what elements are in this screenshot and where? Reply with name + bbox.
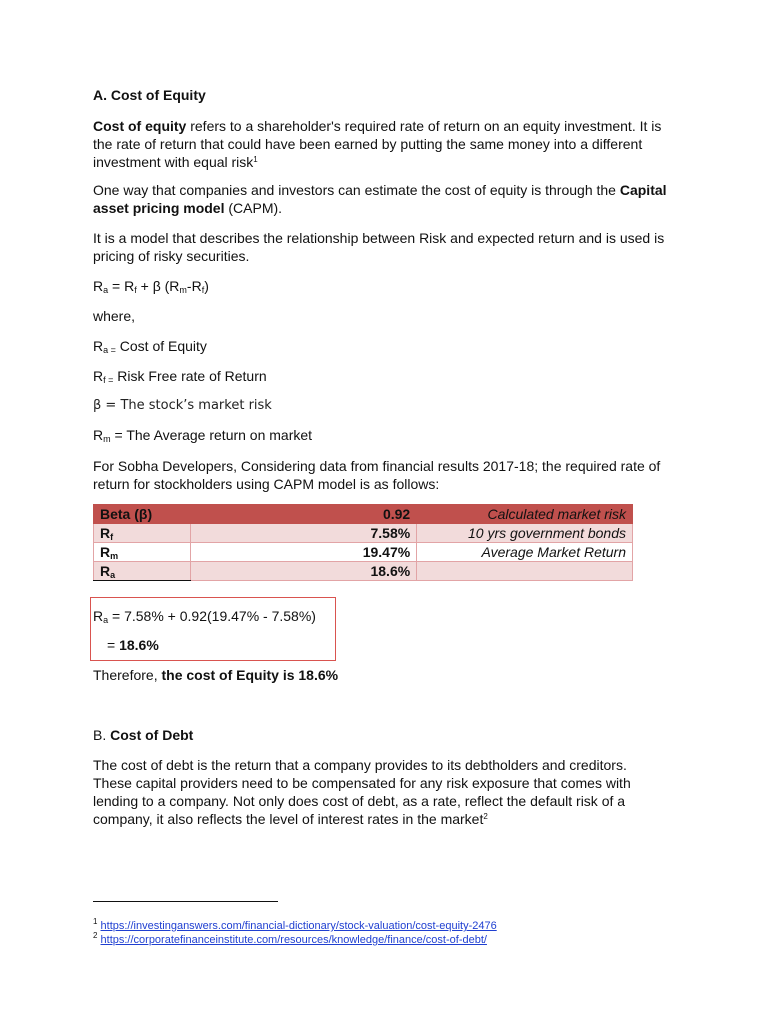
table-cell-note	[417, 562, 633, 581]
table-row	[94, 562, 633, 581]
footnote-2: $^2$ https://corporatefinanceinstitute.com/resources/knowledge/finance/cost-of-debt/	[93, 931, 487, 946]
footnote-ref-1: 1	[253, 155, 258, 164]
table-cell-label: $R_f$	[94, 524, 191, 543]
footnote-link-2[interactable]: https://corporatefinanceinstitute.com/resources/knowledge/finance/cost-of-debt/	[100, 934, 487, 946]
footnote-link-1[interactable]: https://investinganswers.com/financial-dictionary/stock-valuation/cost-equity-2476	[100, 920, 497, 932]
table-cell-value: 0.92	[191, 505, 417, 524]
cost-of-equity-conclusion: Therefore, the cost of Equity is 18.6%	[93, 667, 339, 683]
table-cell-note: 10 yrs government bonds	[417, 524, 633, 543]
table-cell-note: Average Market Return	[417, 543, 633, 562]
table-row	[94, 543, 633, 562]
where-label: where,	[93, 308, 136, 324]
definition-rf: $R_{f =}$ Risk Free rate of Return	[93, 368, 267, 385]
table-row	[94, 524, 633, 543]
table-cell-note: Calculated market risk	[417, 505, 633, 524]
capm-description-paragraph: It is a model that describes the relationship between Risk and expected return and is used is pricing of risky securities.	[93, 230, 665, 264]
table-cell-label: $R_a$	[94, 562, 191, 581]
capm-intro-paragraph: One way that companies and investors can estimate the cost of equity is through the Capital asset pricing model (CAPM).	[93, 182, 667, 216]
footnote-1: $^1$ https://investinganswers.com/financial-dictionary/stock-valuation/cost-equity-2476	[93, 917, 497, 932]
table-row	[94, 505, 633, 524]
capm-formula: $R_a = R_f + \beta$ $(R_m-R_f)$	[93, 278, 209, 295]
definition-beta: β = The stock’s market risk	[93, 398, 272, 413]
sobha-intro-paragraph: For Sobha Developers, Considering data from financial results 2017-18; the required rate of return for stockholders using CAPM model is as follows:	[93, 458, 661, 492]
section-b-heading: B. Cost of Debt	[93, 727, 194, 743]
table-cell-label: Beta (β)	[94, 505, 191, 524]
definition-ra: $R_{a =}$ Cost of Equity	[93, 338, 207, 355]
cost-of-equity-definition: Cost of equity refers to a shareholder's required rate of return on an equity investment. It is the rate of return that could have been earned by putting the same money into a different investment with equal risk$^1$	[93, 118, 662, 170]
table-cell-value: 18.6%	[191, 562, 417, 581]
table-cell-label: $R_m$	[94, 543, 191, 562]
calculation-line-2: = 18.6%	[107, 637, 159, 653]
cost-of-debt-paragraph: The cost of debt is the return that a company provides to its debtholders and creditors. These capital providers need to be compensated for any risk exposure that comes with lending to a company. Not only does cost of debt, as a rate, reflect the default risk of a company, it also reflects the level of interest rates in the market$^2$	[93, 757, 631, 827]
footnote-ref-2: 2	[483, 812, 488, 821]
footnote-divider	[93, 901, 278, 902]
capm-table	[93, 504, 633, 581]
table-cell-value: 19.47%	[191, 543, 417, 562]
section-a-heading: A. Cost of Equity	[93, 87, 206, 103]
calculation-line-1: $R_a = 7.58\% + 0.92(19.47\% - 7.58\%)$	[93, 608, 316, 625]
definition-rm: $R_m$ = The Average return on market	[93, 427, 313, 444]
table-cell-value: 7.58%	[191, 524, 417, 543]
